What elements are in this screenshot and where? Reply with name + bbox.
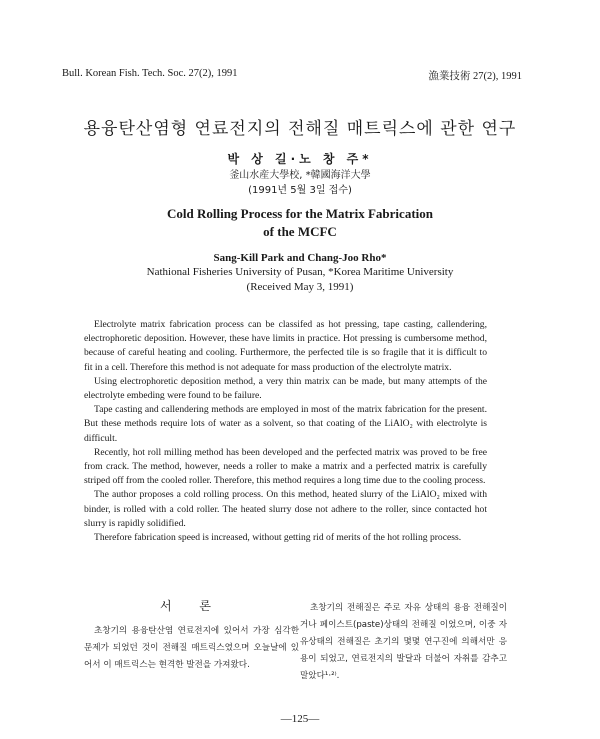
body-left-column — [84, 598, 299, 674]
abstract-paragraph: Using electrophoretic deposition method, a very thin matrix can be made, but many attempts of the electrolyte embeding were found to be failure. — [84, 375, 487, 402]
english-title-line1: Cold Rolling Process for the Matrix Fabrication — [167, 206, 433, 221]
abstract-paragraph: Tape casting and callendering methods are employed in most of the matrix fabrication for the present. But these methods require lots of water as a solvent, so that coating of the LiAlO₂ with electrolyte is difficult. — [84, 404, 487, 444]
section-heading: 서 론 — [160, 599, 223, 613]
body-right-column — [300, 600, 507, 685]
english-title-line2: of the MCFC — [263, 224, 337, 239]
page-number: —125— — [280, 713, 320, 725]
korean-affiliation: 釜山水産大學校, *韓國海洋大學 — [229, 170, 371, 181]
english-received-date: (Received May 3, 1991) — [246, 281, 354, 293]
korean-title: 용융탄산염형 연료전지의 전해질 매트릭스에 관한 연구 — [83, 119, 517, 139]
journal-citation-right: 漁業技術 27(2), 1991 — [428, 71, 522, 82]
korean-received-date: (1991년 5월 3일 접수) — [248, 185, 352, 196]
abstract-paragraph: The author proposes a cold rolling process. On this method, heated slurry of the LiAlO₂ mixed with binder, is rolled with a cold roller. The heated slurry dose not adhere to the roller, since contacted hot slurry is rapidly solidified. — [84, 489, 487, 529]
abstract-paragraph: Recently, hot roll milling method has been developed and the perfected matrix was proved to be free from crack. The method, however, needs a roller to make a matrix and a perfected matrix is carefully striped off from the cooled roller. Therefore, this method requires a long time due to the cooling process. — [84, 446, 487, 487]
abstract-paragraph: Electrolyte matrix fabrication process can be classifed as hot pressing, tape casting, callendering, electrophoretic deposition. However, these have limits in practice. Hot pressing is cumbersome method, because of careful heating and cooling. Furthermore, the perfected tile is so fragile that it is difficult to fit in a cell. Therefore this method is not adequate for mass production of the electrolyte matrix. — [84, 319, 487, 373]
english-affiliation: Nathional Fisheries University of Pusan, *Korea Maritime University — [146, 266, 454, 278]
abstract-paragraph: Therefore fabrication speed is increased, without getting rid of merits of the hot rolling process. — [94, 532, 462, 544]
body-paragraph: 초창기의 용융탄산염 연료전지에 있어서 가장 심각한 문제가 되었던 것이 전해질 매트릭스였으며 오늘날에 있어서 이 매트릭스는 현격한 발전을 가져왔다. — [84, 626, 299, 670]
korean-authors: 박 상 길·노 창 주* — [227, 152, 373, 166]
abstract — [84, 318, 487, 545]
english-title — [0, 205, 600, 241]
english-authors: Sang-Kill Park and Chang-Joo Rho* — [213, 252, 387, 264]
journal-citation-left: Bull. Korean Fish. Tech. Soc. 27(2), 1991 — [62, 68, 238, 79]
body-paragraph: 초창기의 전해질은 주로 자유 상태의 용융 전해질이거나 페이스트(paste)상태의 전해질 이었으며, 이중 자유상태의 전해질은 초기의 몇몇 연구진에 의해서만 응용이 되었고, 연료전지의 발달과 더불어 자취를 감추고 말았다¹·²⁾. — [300, 603, 507, 681]
